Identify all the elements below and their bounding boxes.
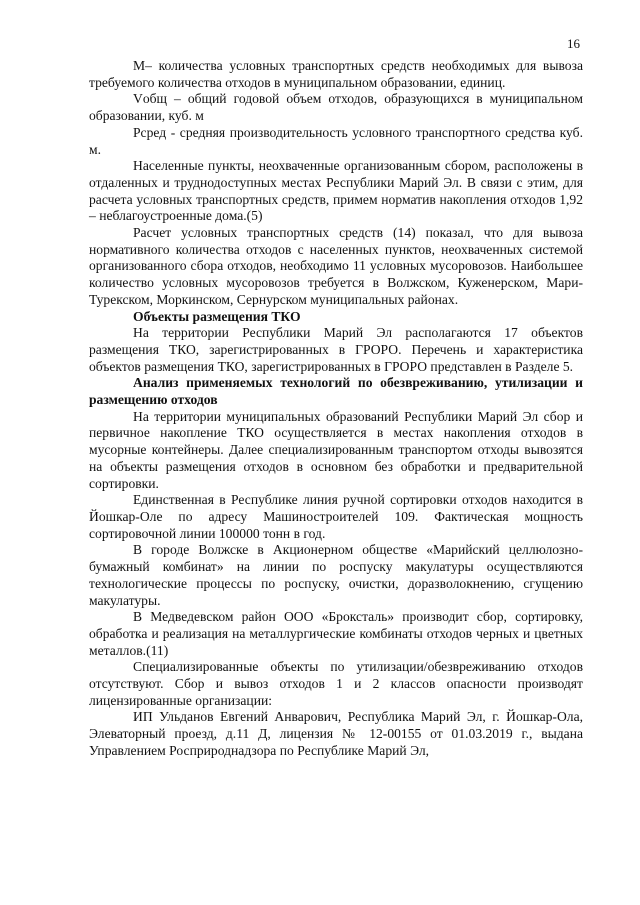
paragraph-settlements: Населенные пункты, неохваченные организованным сбором, расположены в отдаленных и труднодоступных местах Республики Марий Эл. В связи с этим, для расчета условных транспортных средств, примем норматив накопления отходов 1,92 – неблагоустроенные дома.(5) (89, 158, 583, 224)
document-body (89, 58, 583, 760)
heading-technology-analysis: Анализ применяемых технологий по обезвреживанию, утилизации и размещению отходов (89, 375, 583, 408)
paragraph-volzhsk-plant: В городе Волжске в Акционерном обществе «Марийский целлюлозно-бумажный комбинат» на линии по роспуску макулатуры осуществляются технологические процессы по роспуску, очистки, доразволокнению, сгущению макулатуры. (89, 542, 583, 608)
heading-disposal-facilities: Объекты размещения ТКО (133, 308, 301, 324)
paragraph-licensed-entrepreneur: ИП Ульданов Евгений Анварович, Республика Марий Эл, г. Йошкар-Ола, Элеваторный проезд, д.11 Д, лицензия № 12-00155 от 01.03.2019 г., выдана Управлением Росприроднадзора по Республике Марий Эл, (89, 709, 583, 758)
paragraph-sorting-line: Единственная в Республике линия ручной сортировки отходов находится в Йошкар-Оле по адресу Машиностроителей 109. Фактическая мощность сортировочной линии 100000 тонн в год. (89, 492, 583, 541)
paragraph-p-definition: Pсред - средняя производительность условного транспортного средства куб. м. (89, 124, 583, 157)
paragraph-collection: На территории муниципальных образований Республики Марий Эл сбор и первичное накопление ТКО осуществляется в местах накопления отходов в мусорные контейнеры. Далее специализированным транспортом отходы вывозятся на объекты размещения отходов в основном без обработки и предварительной сортировки. (89, 408, 583, 491)
paragraph-medvedevo-metal: В Медведевском район ООО «Броксталь» производит сбор, сортировку, обработка и реализация на металлургические комбинаты отходов черных и цветных металлов.(11) (89, 609, 583, 658)
page-number: 16 (567, 36, 580, 51)
paragraph-disposal-facilities: На территории Республики Марий Эл располагаются 17 объектов размещения ТКО, зарегистрированных в ГРОРО. Перечень и характеристика объектов размещения ТКО, зарегистрированных в ГРОРО представлен в Разделе 5. (89, 325, 583, 374)
paragraph-v-definition: Vобщ – общий годовой объем отходов, образующихся в муниципальном образовании, куб. м (89, 91, 583, 124)
paragraph-m-definition: M– количества условных транспортных средств необходимых для вывоза требуемого количества отходов в муниципальном образовании, единиц. (89, 58, 583, 90)
paragraph-specialized-facilities: Специализированные объекты по утилизации/обезвреживанию отходов отсутствуют. Сбор и вывоз отходов 1 и 2 классов опасности производят лицензированные организации: (89, 659, 583, 708)
paragraph-transport-calculation: Расчет условных транспортных средств (14) показал, что для вывоза нормативного количества отходов с населенных пунктов, неохваченных системой организованного сбора отходов, необходимо 11 условных мусоровозов. Наибольшее количество условных мусоровозов требуется в Волжском, Куженерском, Мари-Турекском, Моркинском, Сернурском муниципальных районах. (89, 225, 583, 307)
